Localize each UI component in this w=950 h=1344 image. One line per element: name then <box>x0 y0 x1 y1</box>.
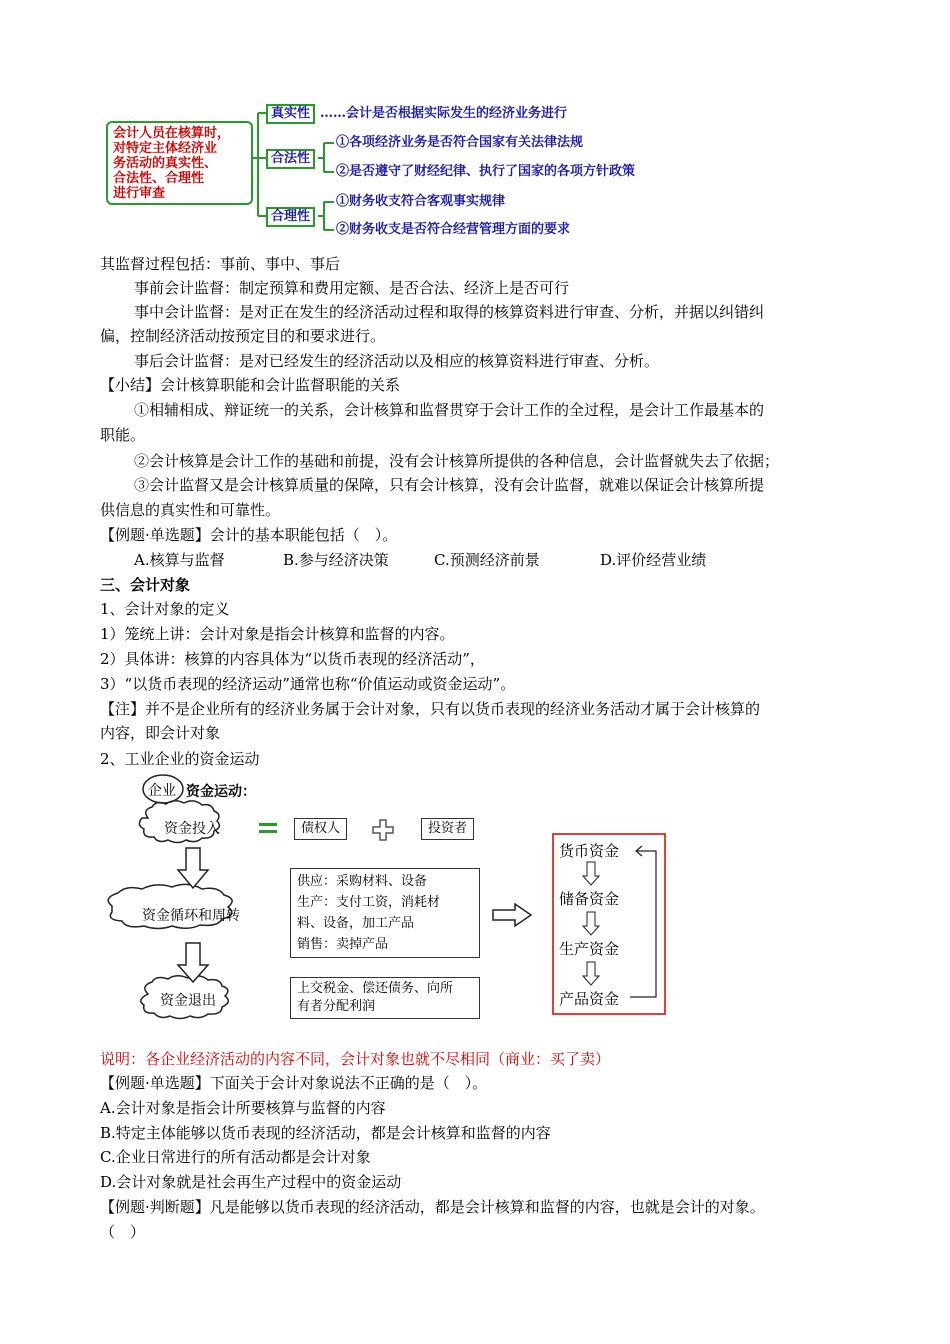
legality-item-2: ②是否遵守了财经纪律、执行了国家的各项方针政策 <box>336 164 636 179</box>
section3-s1-2: 2）具体讲：核算的内容具体为“以货币表现的经济活动”， <box>100 650 485 668</box>
rationality-item-2: ②财务收支是否符合经营管理方面的要求 <box>336 222 571 237</box>
rationality-item-1: ①财务收支符合客观事实规律 <box>336 194 506 209</box>
cycle-box-line: 料、设备，加工产品 <box>297 916 415 931</box>
supervision-intro: 其监督过程包括：事前、事中、事后 <box>100 255 341 273</box>
tag-rationality: 合理性 <box>266 207 315 227</box>
section3-note-1: 【注】并不是企业所有的经济业务属于会计对象，只有以货币表现的经济业务活动才属于会计核算的 <box>100 700 761 718</box>
summary-p1-1: ①相辅相成、辩证统一的关系，会计核算和监督贯穿于会计工作的全过程，是会计工作最基本的 <box>134 401 765 419</box>
exit-box-line: 有者分配利润 <box>297 999 376 1014</box>
section3-note-2: 内容，即会计对象 <box>100 724 221 742</box>
summary-title: 【小结】会计核算职能和会计监督职能的关系 <box>100 376 401 394</box>
supervision-after: 事后会计监督：是对已经发生的经济活动以及相应的核算资料进行审查、分析。 <box>134 352 660 370</box>
section3-s1-3: 3）“以货币表现的经济运动”通常也称“价值运动或资金运动”。 <box>100 675 516 693</box>
authenticity-text: ……会计是否根据实际发生的经济业务进行 <box>320 106 568 121</box>
exit-box-line: 上交税金、偿还债务、向所 <box>297 981 454 996</box>
legality-item-1: ①各项经济业务是否符合国家有关法律法规 <box>336 135 584 150</box>
summary-p1-2: 职能。 <box>100 426 146 444</box>
example2-stem: 【例题·单选题】下面关于会计对象说法不正确的是（ ）。 <box>100 1074 488 1092</box>
fund-reserve: 储备资金 <box>559 890 620 908</box>
flow-investor: 投资者 <box>421 818 474 840</box>
example2-option-a: A.会计对象是指会计所要核算与监督的内容 <box>100 1099 386 1117</box>
example2-option-b: B.特定主体能够以货币表现的经济活动，都是会计核算和监督的内容 <box>100 1124 551 1142</box>
section3-s2: 2、工业企业的资金运动 <box>100 750 260 768</box>
mindmap-main-line: 务活动的真实性、 <box>113 156 218 171</box>
flow-title-a: 企业 <box>148 783 176 799</box>
example1-option-d: D.评价经营业绩 <box>600 551 707 569</box>
cycle-box-line: 生产：支付工资，消耗材 <box>297 895 441 910</box>
example1-stem: 【例题·单选题】会计的基本职能包括（ ）。 <box>100 526 398 544</box>
supervision-during-2: 偏，控制经济活动按预定目的和要求进行。 <box>100 327 386 345</box>
summary-p2: ②会计核算是会计工作的基础和前提，没有会计核算所提供的各种信息，会计监督就失去了依据； <box>134 452 780 470</box>
cycle-box-line: 销售：卖掉产品 <box>297 937 389 952</box>
fund-production: 生产资金 <box>559 940 620 958</box>
example3-stem: 【例题·判断题】凡是能够以货币表现的经济活动，都是会计核算和监督的内容，也就是会计的对象。 <box>100 1198 765 1216</box>
flow-exit-box <box>290 977 480 1019</box>
summary-p3-2: 供信息的真实性和可靠性。 <box>100 501 281 519</box>
tag-authenticity: 真实性 <box>266 104 315 124</box>
example1-option-c: C.预测经济前景 <box>434 551 540 569</box>
cycle-box-line: 供应：采购材料、设备 <box>297 874 428 889</box>
flow-title-b: 资金运动： <box>186 784 256 800</box>
supervision-during-1: 事中会计监督：是对正在发生的经济活动过程和取得的核算资料进行审查、分析，并据以纠错纠 <box>134 303 765 321</box>
mindmap-main-line: 对特定主体经济业 <box>113 141 218 156</box>
flow-cycle: 资金循环和周转 <box>142 908 240 924</box>
fund-money: 货币资金 <box>559 842 620 860</box>
tag-legality: 合法性 <box>266 149 315 169</box>
example2-option-d: D.会计对象就是社会再生产过程中的资金运动 <box>100 1173 402 1191</box>
flow-invest: 资金投入 <box>164 821 220 837</box>
example1-option-b: B.参与经济决策 <box>283 551 389 569</box>
note-red: 说明：各企业经济活动的内容不同，会计对象也就不尽相同（商业：买了卖） <box>100 1050 611 1068</box>
fund-product: 产品资金 <box>559 990 620 1008</box>
flow-cycle-box <box>290 868 480 958</box>
mindmap-main-line: 会计人员在核算时， <box>113 126 231 141</box>
summary-p3-1: ③会计监督又是会计核算质量的保障，只有会计核算，没有会计监督，就难以保证会计核算所提 <box>134 476 765 494</box>
example3-blank: （ ） <box>100 1223 146 1241</box>
supervision-before: 事前会计监督：制定预算和费用定额、是否合法、经济上是否可行 <box>134 279 570 297</box>
mindmap-main-line: 进行审查 <box>113 186 166 201</box>
flow-creditor: 债权人 <box>294 818 347 840</box>
example1-option-a: A.核算与监督 <box>134 551 225 569</box>
section3-s1-1: 1）笼统上讲：会计对象是指会计核算和监督的内容。 <box>100 625 455 643</box>
section3-s1: 1、会计对象的定义 <box>100 600 230 618</box>
section3-title: 三、会计对象 <box>100 576 191 594</box>
example2-option-c: C.企业日常进行的所有活动都是会计对象 <box>100 1148 371 1166</box>
mindmap-main-line: 合法性、合理性 <box>113 171 205 186</box>
flow-exit: 资金退出 <box>160 993 216 1009</box>
